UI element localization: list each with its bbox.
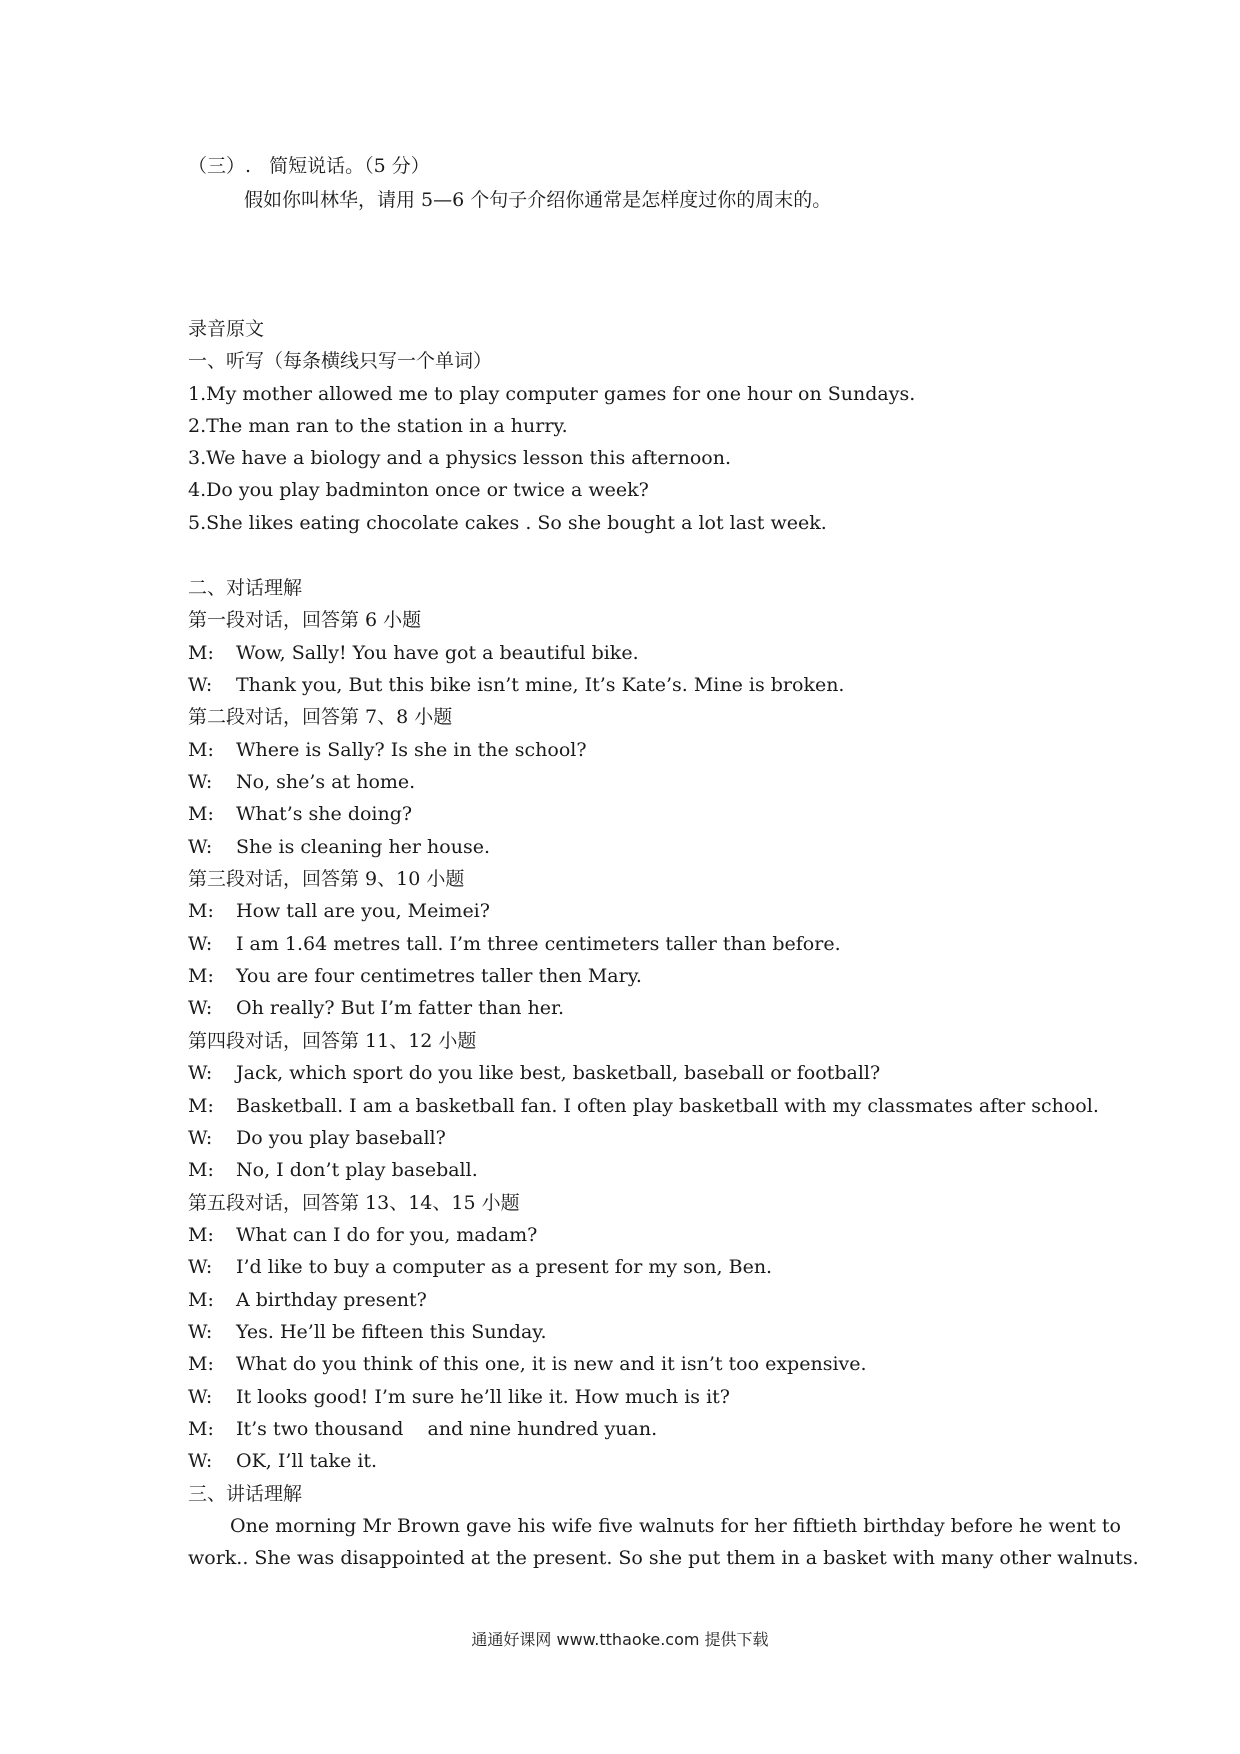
dialogue-line <box>188 996 564 1020</box>
part-2-heading: 二、对话理解 <box>188 577 303 599</box>
dialogue-heading: 第五段对话，回答第 13、14、15 小题 <box>188 1192 520 1214</box>
transcript-title: 录音原文 <box>188 318 265 340</box>
speaker-label: M: <box>188 1418 214 1440</box>
speaker-label: W: <box>188 933 213 955</box>
speaker-label: W: <box>188 1062 213 1084</box>
dialogue-line <box>188 932 841 956</box>
dialogue-heading: 第一段对话，回答第 6 小题 <box>188 609 422 631</box>
part-3-heading: 三、讲话理解 <box>188 1483 303 1505</box>
dialogue-line <box>188 1288 427 1312</box>
dialogue-text: I’d like to buy a computer as a present for my son, Ben. <box>236 1256 773 1278</box>
dialogue-line <box>188 1094 1099 1118</box>
dialogue-line <box>188 802 412 826</box>
speaker-label: M: <box>188 1289 214 1311</box>
speaker-label: M: <box>188 642 214 664</box>
dialogue-line <box>188 1385 730 1409</box>
dialogue-text: Oh really? But I’m fatter than her. <box>236 997 565 1019</box>
dialogue-line <box>188 1255 772 1279</box>
dialogue-heading: 第三段对话，回答第 9、10 小题 <box>188 868 465 890</box>
speaker-label: M: <box>188 803 214 825</box>
dictation-item: 3.We have a biology and a physics lesson this afternoon. <box>188 447 731 469</box>
dialogue-line <box>188 1320 547 1344</box>
section-3-heading: （三）. 简短说话。（5 分） <box>188 155 430 177</box>
dialogue-line <box>188 1417 657 1441</box>
dialogue-text: OK, I’ll take it. <box>236 1450 378 1472</box>
speaker-label: M: <box>188 1224 214 1246</box>
part-1-heading: 一、听写（每条横线只写一个单词） <box>188 350 493 372</box>
speaker-label: W: <box>188 1450 213 1472</box>
speaker-label: W: <box>188 1256 213 1278</box>
dialogue-line <box>188 738 587 762</box>
speaker-label: M: <box>188 1353 214 1375</box>
dialogue-line <box>188 1449 377 1473</box>
speaker-label: W: <box>188 1127 213 1149</box>
dialogue-line <box>188 641 639 665</box>
speaker-label: W: <box>188 1321 213 1343</box>
dialogue-line <box>188 899 490 923</box>
dialogue-text: Thank you, But this bike isn’t mine, It’s Kate’s. Mine is broken. <box>236 674 845 696</box>
speaker-label: M: <box>188 739 214 761</box>
dialogue-text: She is cleaning her house. <box>236 836 490 858</box>
speaker-label: M: <box>188 965 214 987</box>
dialogue-line <box>188 1352 867 1376</box>
dialogue-text: I am 1.64 metres tall. I’m three centimeters taller than before. <box>236 933 841 955</box>
dictation-item: 1.My mother allowed me to play computer games for one hour on Sundays. <box>188 383 916 405</box>
dialogue-text: Jack, which sport do you like best, basketball, baseball or football? <box>236 1062 881 1084</box>
dialogue-text: No, I don’t play baseball. <box>236 1159 478 1181</box>
passage-line: One morning Mr Brown gave his wife five walnuts for her fiftieth birthday before he went to <box>230 1515 1121 1537</box>
dialogue-text: It’s two thousand and nine hundred yuan. <box>236 1418 658 1440</box>
dialogue-line <box>188 835 490 859</box>
dialogue-line <box>188 673 844 697</box>
dialogue-line <box>188 1061 880 1085</box>
speaker-label: M: <box>188 900 214 922</box>
dialogue-heading: 第四段对话，回答第 11、12 小题 <box>188 1030 477 1052</box>
page-footer: 通通好课网 www.tthaoke.com 提供下载 <box>471 1630 769 1649</box>
dictation-item: 2.The man ran to the station in a hurry. <box>188 415 568 437</box>
dictation-item: 5.She likes eating chocolate cakes . So she bought a lot last week. <box>188 512 827 534</box>
dictation-item: 4.Do you play badminton once or twice a week? <box>188 479 649 501</box>
section-3-instruction: 假如你叫林华，请用 5—6 个句子介绍你通常是怎样度过你的周末的。 <box>244 189 832 211</box>
speaker-label: W: <box>188 836 213 858</box>
dialogue-text: What can I do for you, madam? <box>236 1224 538 1246</box>
dialogue-line <box>188 1223 537 1247</box>
dialogue-text: No, she’s at home. <box>236 771 416 793</box>
dialogue-line <box>188 770 415 794</box>
passage-line: work.. She was disappointed at the present. So she put them in a basket with many other walnuts. <box>188 1547 1139 1569</box>
speaker-label: W: <box>188 674 213 696</box>
speaker-label: M: <box>188 1159 214 1181</box>
speaker-label: M: <box>188 1095 214 1117</box>
dialogue-text: What’s she doing? <box>236 803 413 825</box>
dialogue-text: Where is Sally? Is she in the school? <box>236 739 587 761</box>
dialogue-line <box>188 964 642 988</box>
dialogue-line <box>188 1158 478 1182</box>
dialogue-text: Do you play baseball? <box>236 1127 446 1149</box>
dialogue-text: A birthday present? <box>236 1289 427 1311</box>
dialogue-text: You are four centimetres taller then Mary. <box>236 965 642 987</box>
dialogue-text: Basketball. I am a basketball fan. I often play basketball with my classmates after school. <box>236 1095 1099 1117</box>
dialogue-line <box>188 1126 446 1150</box>
speaker-label: W: <box>188 771 213 793</box>
dialogue-heading: 第二段对话，回答第 7、8 小题 <box>188 706 453 728</box>
dialogue-text: Yes. He’ll be fifteen this Sunday. <box>236 1321 547 1343</box>
speaker-label: W: <box>188 997 213 1019</box>
dialogue-text: It looks good! I’m sure he’ll like it. How much is it? <box>236 1386 730 1408</box>
dialogue-text: Wow, Sally! You have got a beautiful bike. <box>236 642 639 664</box>
dialogue-text: How tall are you, Meimei? <box>236 900 490 922</box>
speaker-label: W: <box>188 1386 213 1408</box>
dialogue-text: What do you think of this one, it is new and it isn’t too expensive. <box>236 1353 867 1375</box>
